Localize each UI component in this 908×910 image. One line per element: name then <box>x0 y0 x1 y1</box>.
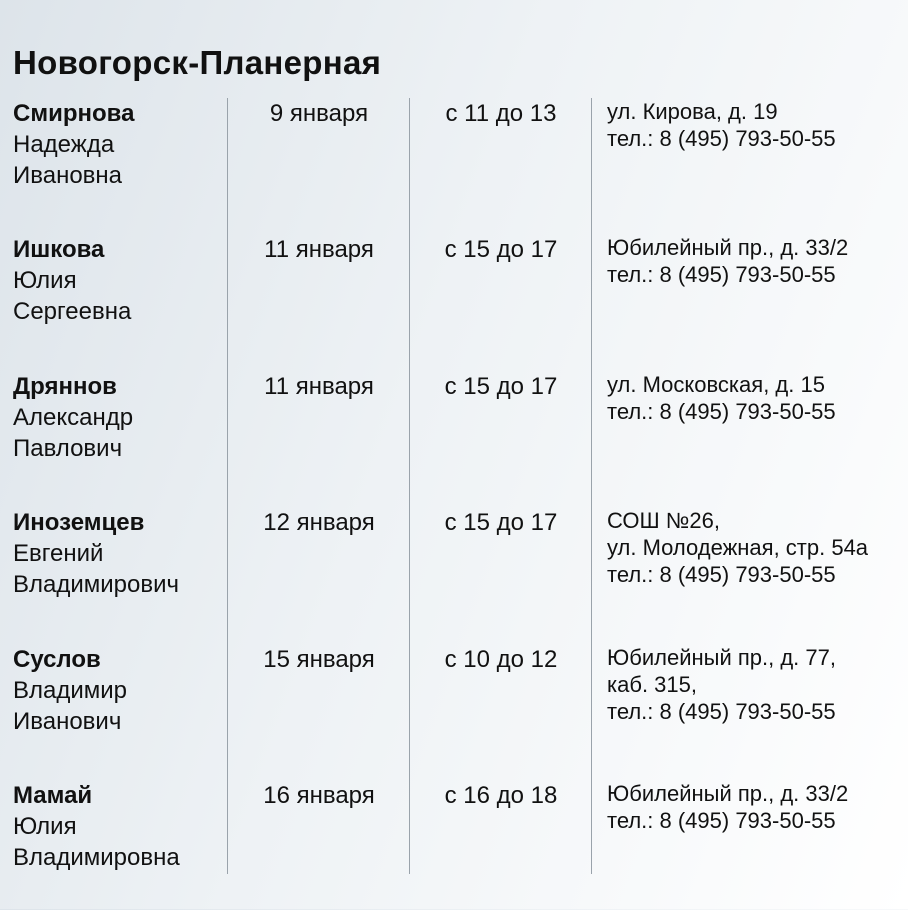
address <box>607 780 848 834</box>
date: 16 января <box>263 782 375 809</box>
surname: Иноземцев <box>13 509 145 536</box>
phone-line: тел.: 8 (495) 793-50-55 <box>607 808 836 833</box>
patronymic: Павлович <box>13 435 123 462</box>
person-name <box>13 371 223 464</box>
given-name: Евгений <box>13 540 104 567</box>
address-line: Юбилейный пр., д. 33/2 <box>607 235 849 260</box>
address <box>607 507 868 588</box>
date: 11 января <box>264 373 374 400</box>
person-name <box>13 780 223 873</box>
surname: Ишкова <box>13 236 105 263</box>
address <box>607 234 848 288</box>
schedule-row <box>0 371 908 501</box>
schedule-row <box>0 98 908 228</box>
date: 12 января <box>263 509 375 536</box>
schedule-row <box>0 507 908 637</box>
person-name <box>13 507 223 600</box>
phone-line: тел.: 8 (495) 793-50-55 <box>607 262 836 287</box>
person-name <box>13 98 223 191</box>
given-name: Надежда <box>13 131 115 158</box>
surname: Дряннов <box>13 373 117 400</box>
schedule-row <box>0 644 908 774</box>
address <box>607 644 836 725</box>
address-line: Юбилейный пр., д. 77, <box>607 645 836 670</box>
given-name: Александр <box>13 404 134 431</box>
address-line: Юбилейный пр., д. 33/2 <box>607 781 849 806</box>
patronymic: Владимирович <box>13 571 180 598</box>
address-line: ул. Кирова, д. 19 <box>607 99 778 124</box>
page-title: Новогорск-Планерная <box>13 44 382 81</box>
address-line: ул. Молодежная, стр. 54а <box>607 535 869 560</box>
patronymic: Иванович <box>13 708 122 735</box>
phone-line: тел.: 8 (495) 793-50-55 <box>607 399 836 424</box>
given-name: Владимир <box>13 677 128 704</box>
given-name: Юлия <box>13 267 77 294</box>
schedule-row <box>0 234 908 364</box>
time: с 15 до 17 <box>444 236 558 263</box>
date: 11 января <box>264 236 374 263</box>
address <box>607 98 836 152</box>
phone-line: тел.: 8 (495) 793-50-55 <box>607 699 836 724</box>
patronymic: Ивановна <box>13 162 123 189</box>
time: с 16 до 18 <box>444 782 558 809</box>
date: 15 января <box>263 646 375 673</box>
surname: Смирнова <box>13 100 135 127</box>
given-name: Юлия <box>13 813 77 840</box>
schedule-row <box>0 780 908 910</box>
time: с 11 до 13 <box>445 100 557 127</box>
surname: Суслов <box>13 646 101 673</box>
address-line: каб. 315, <box>607 672 697 697</box>
time: с 15 до 17 <box>444 373 558 400</box>
patronymic: Владимировна <box>13 844 180 871</box>
patronymic: Сергеевна <box>13 298 132 325</box>
address-line: ул. Московская, д. 15 <box>607 372 825 397</box>
phone-line: тел.: 8 (495) 793-50-55 <box>607 562 836 587</box>
surname: Мамай <box>13 782 93 809</box>
phone-line: тел.: 8 (495) 793-50-55 <box>607 126 836 151</box>
date: 9 января <box>269 100 369 127</box>
address-line: СОШ №26, <box>607 508 720 533</box>
time: с 10 до 12 <box>444 646 558 673</box>
address <box>607 371 836 425</box>
person-name <box>13 234 223 327</box>
person-name <box>13 644 223 737</box>
time: с 15 до 17 <box>444 509 558 536</box>
